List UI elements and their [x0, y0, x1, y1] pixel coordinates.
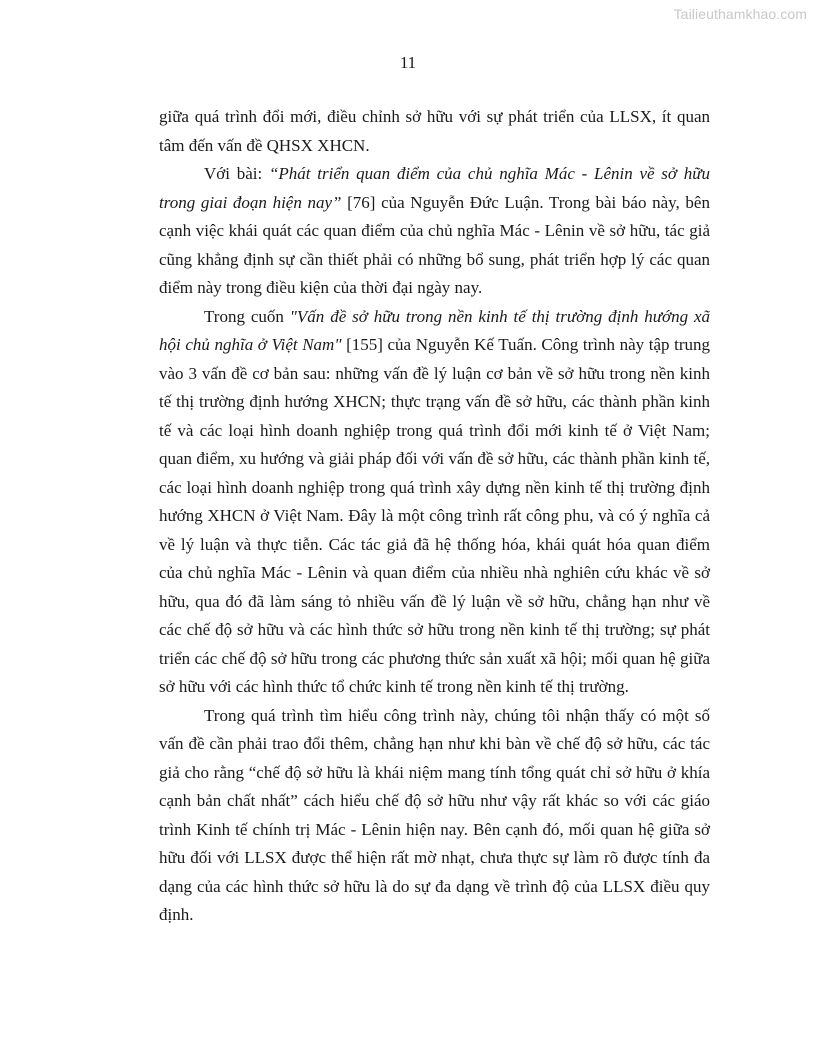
paragraph-3: [159, 303, 710, 702]
paragraph-2-body: [76] của Nguyễn Đức Luận. Trong bài báo này, bên cạnh việc khái quát các quan điểm của chủ nghĩa Mác - Lênin về sở hữu, tác giả cũng khẳng định sự cần thiết phải có những bổ sung, phát triển hợp lý các quan điểm này trong điều kiện của thời đại ngày nay.: [159, 192, 710, 297]
watermark: Tailieuthamkhao.com: [673, 6, 807, 22]
paragraph-2: [159, 160, 710, 303]
paragraph-1: giữa quá trình đổi mới, điều chỉnh sở hữu với sự phát triển của LLSX, ít quan tâm đến vấn đề QHSX XHCN.: [159, 107, 710, 155]
paragraph-4: Trong quá trình tìm hiểu công trình này, chúng tôi nhận thấy có một số vấn đề cần phải trao đổi thêm, chẳng hạn như khi bàn về chế độ sở hữu, các tác giả cho rằng “chế độ sở hữu là khái niệm mang tính tổng quát chỉ sở hữu ở khía cạnh bản chất nhất” cách hiểu chế độ sở hữu như vậy rất khác so với các giáo trình Kinh tế chính trị Mác - Lênin hiện nay. Bên cạnh đó, mối quan hệ giữa sở hữu đối với LLSX được thể hiện rất mờ nhạt, chưa thực sự làm rõ được tính đa dạng của các hình thức sở hữu là do sự đa dạng về trình độ của LLSX điều quy định.: [159, 705, 710, 924]
cited-book-title: "Vấn đề sở hữu trong nền kinh tế thị trường định hướng xã hội chủ nghĩa ở Việt Nam": [159, 306, 711, 354]
document-body: [159, 103, 710, 930]
cited-article-title: “Phát triển quan điểm của chủ nghĩa Mác - Lênin về sở hữu trong giai đoạn hiện nay”: [159, 164, 711, 212]
paragraph-3-lead: Trong cuốn: [204, 306, 290, 326]
paragraph-2-lead: Với bài:: [204, 164, 269, 183]
paragraph-3-body: [155] của Nguyễn Kế Tuấn. Công trình này tập trung vào 3 vấn đề cơ bản sau: những vấn đề lý luận cơ bản về sở hữu trong nền kinh tế thị trường định hướng XHCN; thực trạng vấn đề sở hữu, các thành phần kinh tế và các loại hình doanh nghiệp trong quá trình đổi mới kinh tế ở Việt Nam; quan điểm, xu hướng và giải pháp đối với vấn đề sở hữu, các thành phần kinh tế, các loại hình doanh nghiệp trong quá trình xây dựng nền kinh tế thị trường định hướng XHCN ở Việt Nam. Đây là một công trình rất công phu, và có ý nghĩa cả về lý luận và thực tiễn. Các tác giả đã hệ thống hóa, khái quát hóa quan điểm của chủ nghĩa Mác - Lênin và quan điểm của nhiều nhà nghiên cứu khác về sở hữu, qua đó đã làm sáng tỏ nhiều vấn đề lý luận về sở hữu, chẳng hạn như về các chế độ sở hữu và các hình thức sở hữu trong nền kinh tế thị trường; sự phát triển các chế độ sở hữu trong các phương thức sản xuất xã hội; mối quan hệ giữa sở hữu với các hình thức tổ chức kinh tế trong nền kinh tế thị trường.: [159, 335, 710, 696]
page-number: 11: [399, 53, 417, 72]
